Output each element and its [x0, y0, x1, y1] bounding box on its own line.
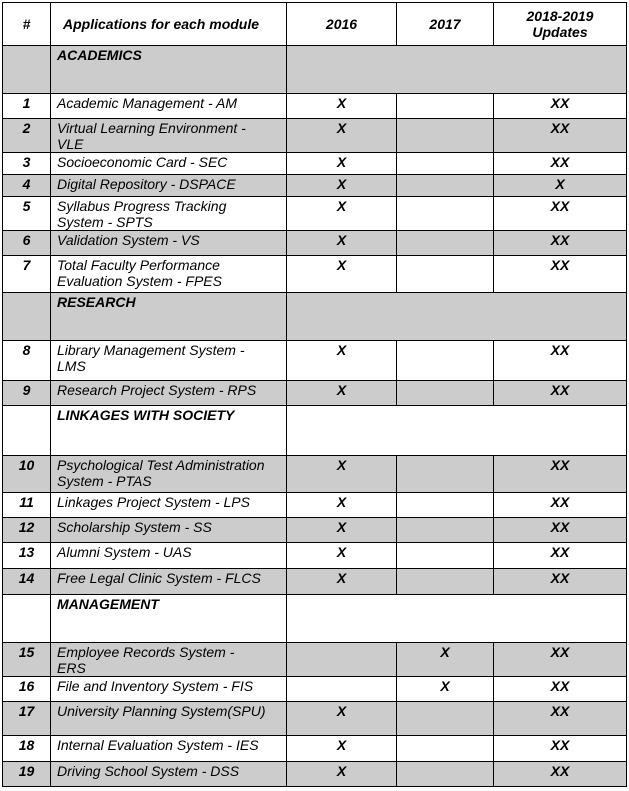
row-num: 2 [3, 119, 51, 153]
row-app-line2: VLE [57, 136, 84, 152]
row-2016: X [287, 569, 397, 595]
row-app-line1: Syllabus Progress Tracking [57, 198, 227, 214]
section-title: RESEARCH [51, 293, 287, 341]
table-row [3, 518, 627, 543]
row-updates: XX [494, 643, 627, 677]
row-app-line2: Evaluation System - FPES [57, 273, 222, 289]
row-2016 [287, 643, 397, 677]
row-num: 13 [3, 543, 51, 569]
row-app [51, 762, 287, 787]
section-row-research [3, 293, 627, 341]
row-updates: XX [494, 94, 627, 119]
table-row [3, 736, 627, 762]
section-title: MANAGEMENT [51, 595, 287, 643]
row-app [51, 643, 287, 677]
row-app [51, 197, 287, 231]
row-updates: X [494, 175, 627, 197]
row-num: 15 [3, 643, 51, 677]
section-num-cell [3, 406, 51, 456]
row-2017 [397, 518, 494, 543]
row-app [51, 456, 287, 493]
section-title: ACADEMICS [51, 46, 287, 94]
row-num: 12 [3, 518, 51, 543]
row-2017 [397, 341, 494, 381]
table-row [3, 341, 627, 381]
row-app [51, 175, 287, 197]
row-2017 [397, 153, 494, 175]
table-row [3, 702, 627, 736]
row-2016: X [287, 381, 397, 406]
modules-table [2, 2, 627, 787]
row-app [51, 256, 287, 293]
row-num: 4 [3, 175, 51, 197]
header-updates [494, 3, 627, 46]
row-app-line1: Alumni System - UAS [57, 544, 192, 560]
row-updates: XX [494, 518, 627, 543]
row-app [51, 119, 287, 153]
row-2017 [397, 94, 494, 119]
row-updates: XX [494, 256, 627, 293]
row-app [51, 677, 287, 702]
row-2017 [397, 493, 494, 518]
section-blank-cell [287, 46, 627, 94]
row-2017 [397, 736, 494, 762]
row-2017 [397, 197, 494, 231]
row-updates: XX [494, 493, 627, 518]
row-app-line1: Total Faculty Performance [57, 257, 220, 273]
table-row [3, 493, 627, 518]
row-num: 11 [3, 493, 51, 518]
row-app-line1: Employee Records System - [57, 644, 235, 660]
row-2016: X [287, 493, 397, 518]
row-app [51, 341, 287, 381]
section-row-academics [3, 46, 627, 94]
row-app-line1: Psychological Test Administration [57, 457, 265, 473]
row-2017 [397, 231, 494, 256]
section-num-cell [3, 595, 51, 643]
table-row [3, 762, 627, 787]
row-2016: X [287, 256, 397, 293]
section-num-cell [3, 46, 51, 94]
table-row [3, 197, 627, 231]
row-updates: XX [494, 736, 627, 762]
row-app [51, 543, 287, 569]
row-2016: X [287, 341, 397, 381]
row-app [51, 569, 287, 595]
row-app-line1: File and Inventory System - FIS [57, 678, 254, 694]
row-2017: X [397, 677, 494, 702]
row-2016: X [287, 231, 397, 256]
header-2017: 2017 [397, 3, 494, 46]
row-app [51, 381, 287, 406]
row-2017 [397, 256, 494, 293]
row-app-line1: Scholarship System - SS [57, 519, 212, 535]
row-2016: X [287, 736, 397, 762]
table-row [3, 256, 627, 293]
table-row [3, 153, 627, 175]
row-app-line1: Academic Management - AM [57, 95, 237, 111]
row-updates: XX [494, 119, 627, 153]
row-num: 1 [3, 94, 51, 119]
row-updates: XX [494, 762, 627, 787]
table-row [3, 94, 627, 119]
table-header-row [3, 3, 627, 46]
row-num: 3 [3, 153, 51, 175]
row-updates: XX [494, 341, 627, 381]
row-app-line2: System - PTAS [57, 473, 152, 489]
section-num-cell [3, 293, 51, 341]
row-2016: X [287, 762, 397, 787]
row-app-line1: Virtual Learning Environment - [57, 120, 246, 136]
table-row [3, 231, 627, 256]
header-2016: 2016 [287, 3, 397, 46]
row-2016: X [287, 153, 397, 175]
row-updates: XX [494, 543, 627, 569]
row-updates: XX [494, 153, 627, 175]
row-num: 7 [3, 256, 51, 293]
header-applications: Applications for each module [51, 3, 287, 46]
row-app-line2: ERS [57, 660, 86, 676]
table-row [3, 677, 627, 702]
document-page [2, 2, 627, 787]
row-updates: XX [494, 702, 627, 736]
row-num: 18 [3, 736, 51, 762]
row-app-line1: University Planning System(SPU) [57, 703, 266, 719]
row-2016: X [287, 175, 397, 197]
row-2016: X [287, 456, 397, 493]
row-updates: XX [494, 677, 627, 702]
row-2017 [397, 456, 494, 493]
row-2016 [287, 677, 397, 702]
table-row [3, 175, 627, 197]
row-num: 5 [3, 197, 51, 231]
table-row [3, 543, 627, 569]
row-num: 6 [3, 231, 51, 256]
row-2017 [397, 119, 494, 153]
row-2017 [397, 175, 494, 197]
row-app [51, 94, 287, 119]
section-row-linkages [3, 406, 627, 456]
row-app [51, 153, 287, 175]
row-app-line1: Validation System - VS [57, 232, 200, 248]
row-updates: XX [494, 569, 627, 595]
row-num: 17 [3, 702, 51, 736]
section-blank-cell [287, 293, 627, 341]
row-num: 10 [3, 456, 51, 493]
row-num: 14 [3, 569, 51, 595]
row-num: 8 [3, 341, 51, 381]
section-blank-cell [287, 595, 627, 643]
row-app-line1: Socioeconomic Card - SEC [57, 154, 228, 170]
row-2016: X [287, 702, 397, 736]
row-num: 9 [3, 381, 51, 406]
row-app [51, 493, 287, 518]
section-title: LINKAGES WITH SOCIETY [51, 406, 287, 456]
row-num: 19 [3, 762, 51, 787]
row-updates: XX [494, 381, 627, 406]
row-app-line1: Digital Repository - DSPACE [57, 176, 236, 192]
table-row [3, 456, 627, 493]
row-2017 [397, 569, 494, 595]
row-updates: XX [494, 456, 627, 493]
row-updates: XX [494, 197, 627, 231]
row-app-line1: Library Management System - [57, 342, 245, 358]
row-2016: X [287, 119, 397, 153]
row-2017 [397, 543, 494, 569]
table-row [3, 643, 627, 677]
row-app [51, 736, 287, 762]
row-app [51, 231, 287, 256]
row-app [51, 702, 287, 736]
row-app-line1: Linkages Project System - LPS [57, 494, 250, 510]
row-2016: X [287, 94, 397, 119]
row-2017: X [397, 643, 494, 677]
row-app-line2: LMS [57, 358, 86, 374]
row-2017 [397, 702, 494, 736]
row-app-line2: System - SPTS [57, 214, 153, 230]
section-row-management [3, 595, 627, 643]
row-updates: XX [494, 231, 627, 256]
row-app [51, 518, 287, 543]
row-2017 [397, 762, 494, 787]
row-app-line1: Free Legal Clinic System - FLCS [57, 570, 261, 586]
section-blank-cell [287, 406, 627, 456]
row-app-line1: Research Project System - RPS [57, 382, 257, 398]
table-row [3, 381, 627, 406]
header-num: # [3, 3, 51, 46]
row-2017 [397, 381, 494, 406]
row-2016: X [287, 518, 397, 543]
row-2016: X [287, 197, 397, 231]
table-row [3, 569, 627, 595]
row-num: 16 [3, 677, 51, 702]
header-updates-line2: Updates [532, 24, 588, 40]
header-updates-line1: 2018-2019 [526, 8, 594, 24]
row-2016: X [287, 543, 397, 569]
table-row [3, 119, 627, 153]
row-app-line1: Driving School System - DSS [57, 763, 240, 779]
row-app-line1: Internal Evaluation System - IES [57, 737, 259, 753]
